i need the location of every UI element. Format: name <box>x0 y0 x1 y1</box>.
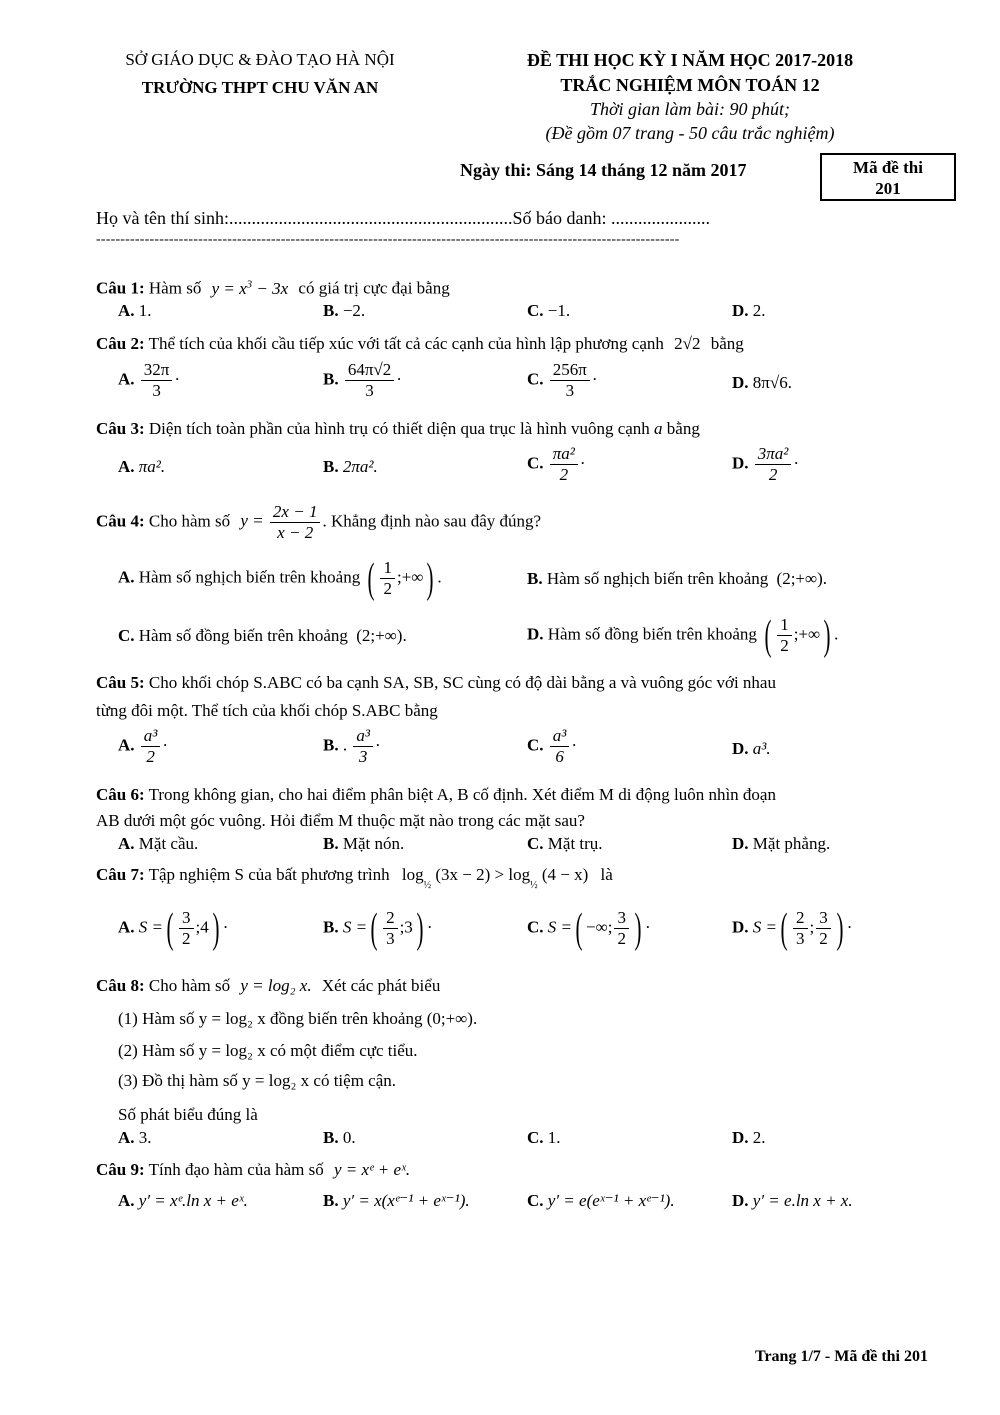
q5-option-b[interactable]: B. . $\frac{\text{a³}}{3}$ · <box>323 726 381 766</box>
q8-option-c[interactable]: C. 1. <box>527 1128 561 1147</box>
q9-option-d[interactable]: D. y′ = e.ln x + x. <box>732 1191 853 1210</box>
q8-option-d[interactable]: D. 2. <box>732 1128 766 1147</box>
question-8: Câu 8: Cho hàm số y = log₂ x. Xét các phát biểu <box>96 976 441 995</box>
question-6-line1: Câu 6: Trong không gian, cho hai điểm phân biệt A, B cố định. Xét điểm M di động luôn nhìn đoạn <box>96 785 776 804</box>
q9-option-a[interactable]: A. y′ = xᵉ.ln x + eˣ. <box>118 1191 248 1210</box>
exam-code-label: Mã đề thi <box>853 158 923 177</box>
student-info-line: Họ và tên thí sinh:...............................................................Số báo danh: ...................... <box>96 208 710 228</box>
question-6-line2: AB dưới một góc vuông. Hỏi điểm M thuộc mặt nào trong các mặt sau? <box>96 811 585 830</box>
q4-option-b[interactable]: B. Hàm số nghịch biến trên khoảng (2;+∞). <box>527 569 828 588</box>
q9-option-b[interactable]: B. y′ = x(xᵉ⁻¹ + eˣ⁻¹). <box>323 1191 470 1210</box>
q4-option-a[interactable]: A. Hàm số nghịch biến trên khoảng ( $\frac{1}{2}$ ;+∞) . <box>118 555 442 602</box>
q8-prompt: Số phát biểu đúng là <box>118 1105 258 1124</box>
q1-option-a[interactable]: A. 1. <box>118 301 152 320</box>
q6-option-a[interactable]: A. Mặt cầu. <box>118 834 199 853</box>
q3-option-a[interactable]: A. πa². <box>118 457 166 476</box>
org-name: SỞ GIÁO DỤC & ĐÀO TẠO HÀ NỘI <box>125 50 395 69</box>
exam-code-box <box>820 153 956 201</box>
exam-title: ĐỀ THI HỌC KỲ I NĂM HỌC 2017-2018 <box>526 50 854 70</box>
q2-option-c[interactable]: C. $\frac{256\pi}{3}$ · <box>527 360 598 400</box>
exam-pages-note: (Đề gồm 07 trang - 50 câu trắc nghiệm) <box>545 123 835 143</box>
question-5-line1: Câu 5: Cho khối chóp S.ABC có ba cạnh SA, SB, SC cùng có độ dài bằng a và vuông góc với nhau <box>96 673 776 692</box>
q1-option-b[interactable]: B. −2. <box>323 301 366 320</box>
q9-option-c[interactable]: C. y′ = e(eˣ⁻¹ + xᵉ⁻¹). <box>527 1191 675 1210</box>
q6-option-c[interactable]: C. Mặt trụ. <box>527 834 603 853</box>
question-9: Câu 9: Tính đạo hàm của hàm số y = xᵉ + eˣ. <box>96 1160 411 1179</box>
question-7: Câu 7: Tập nghiệm S của bất phương trình $\log_{\frac{1}{2}} (3x - 2) > \log_{\frac{1}{2}} (4 - x)$ là <box>96 865 613 891</box>
question-2: Câu 2: Thể tích của khối cầu tiếp xúc với tất cả các cạnh của hình lập phương cạnh 2√2 bằng <box>96 334 744 353</box>
exam-date: Ngày thi: Sáng 14 tháng 12 năm 2017 <box>460 160 747 180</box>
q7-option-b[interactable]: B. S =( $\frac{2}{3}$ ;3) · <box>323 905 433 952</box>
q3-option-d[interactable]: D. $\frac{\text{3πa²}}{2}$ · <box>732 444 800 484</box>
q2-option-d[interactable]: D. 8π√6. <box>732 373 792 392</box>
q8-statement-2: (2) Hàm số y = log₂ x có một điểm cực tiểu. <box>118 1041 418 1060</box>
q1-option-c[interactable]: C. −1. <box>527 301 571 320</box>
q8-statement-3: (3) Đồ thị hàm số y = log₂ x có tiệm cận. <box>118 1071 397 1090</box>
question-1: Câu 1: Hàm số $y = x^3 - 3x$ có giá trị cực đại bằng <box>96 278 450 298</box>
q7-option-d[interactable]: D. S =( $\frac{2}{3}$ ; $\frac{3}{2}$ ) · <box>732 905 853 952</box>
q3-option-c[interactable]: C. $\frac{\text{πa²}}{2}$ · <box>527 444 586 484</box>
page-footer: Trang 1/7 - Mã đề thi 201 <box>754 1348 928 1365</box>
q5-option-d[interactable]: D. a³. <box>732 739 771 758</box>
q2-option-a[interactable]: A. $\frac{32\pi}{3}$ · <box>118 360 181 400</box>
question-4: Câu 4: Cho hàm số y = $\frac{2x - 1}{x - 2}$ . Khẳng định nào sau đây đúng? <box>96 502 542 542</box>
q2-option-b[interactable]: B. $\frac{64\pi√2}{3}$ · <box>323 360 402 400</box>
q6-option-b[interactable]: B. Mặt nón. <box>323 834 405 853</box>
q3-option-b[interactable]: B. 2πa². <box>323 457 378 476</box>
q6-option-d[interactable]: D. Mặt phẳng. <box>732 834 831 853</box>
q8-option-b[interactable]: B. 0. <box>323 1128 356 1147</box>
school-name: TRƯỜNG THPT CHU VĂN AN <box>141 78 379 97</box>
question-5-line2: từng đôi một. Thể tích của khối chóp S.ABC bằng <box>96 701 438 720</box>
q7-option-c[interactable]: C. S =( −∞; $\frac{3}{2}$ ) · <box>527 905 651 952</box>
q8-option-a[interactable]: A. 3. <box>118 1128 152 1147</box>
q8-statement-1: (1) Hàm số y = log₂ x đồng biến trên khoảng (0;+∞). <box>118 1009 478 1028</box>
q1-option-d[interactable]: D. 2. <box>732 301 766 320</box>
exam-subject: TRẮC NGHIỆM MÔN TOÁN 12 <box>560 75 820 95</box>
q4-option-c[interactable]: C. Hàm số đồng biến trên khoảng (2;+∞). <box>118 626 407 645</box>
q5-option-c[interactable]: C. $\frac{\text{a³}}{6}$ · <box>527 726 578 766</box>
q7-option-a[interactable]: A. S =( $\frac{3}{2}$ ;4) · <box>118 905 229 952</box>
exam-code-value: 201 <box>875 179 901 198</box>
question-3: Câu 3: Diện tích toàn phần của hình trụ có thiết diện qua trục là hình vuông cạnh a bằng <box>96 419 700 438</box>
exam-duration: Thời gian làm bài: 90 phút; <box>589 99 791 119</box>
divider: ------------------------------------------------------------------------------------------------------------------------ <box>96 232 680 247</box>
q4-option-d[interactable]: D. Hàm số đồng biến trên khoảng ( $\frac{1}{2}$ ;+∞) . <box>527 612 839 659</box>
q5-option-a[interactable]: A. $\frac{\text{a³}}{2}$ · <box>118 726 169 766</box>
